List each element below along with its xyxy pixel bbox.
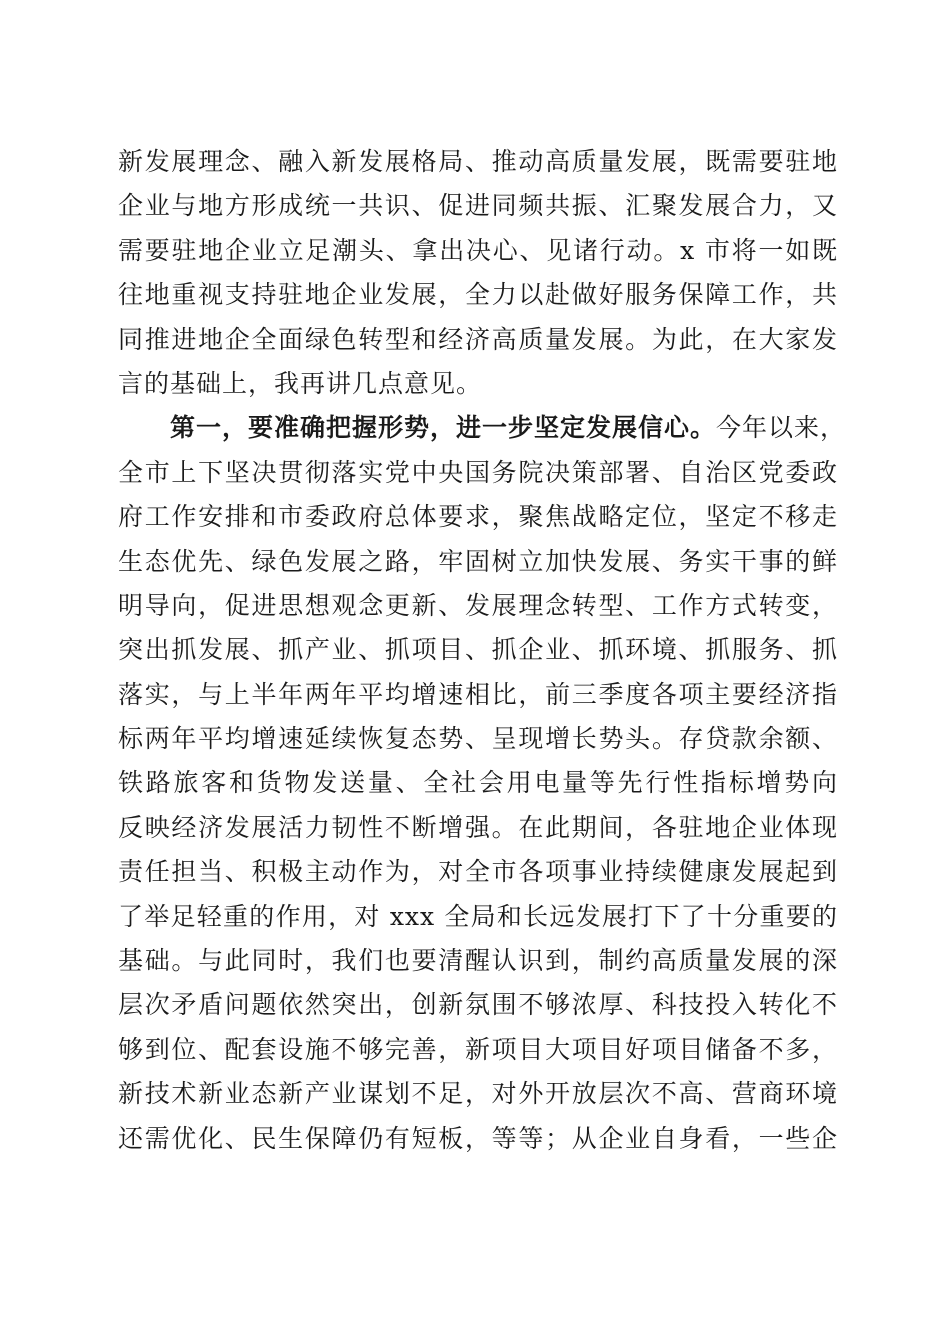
text-line: 言的基础上，我再讲几点意见。 xyxy=(118,368,483,398)
text-line: 了举足轻重的作用，对 xxx 全局和长远发展打下了十分重要的 xyxy=(118,901,838,931)
text-line: 标两年平均增速延续恢复态势、呈现增长势头。存贷款余额、 xyxy=(118,724,838,754)
text-line: 够到位、配套设施不够完善，新项目大项目好项目储备不多， xyxy=(118,1034,838,1064)
text-line: 铁路旅客和货物发送量、全社会用电量等先行性指标增势向 xyxy=(118,768,838,798)
text-line: 企业与地方形成统一共识、促进同频共振、汇聚发展合力，又 xyxy=(118,191,838,221)
section-heading: 第一，要准确把握形势，进一步坚定发展信心。 xyxy=(170,413,717,443)
paragraph-2 xyxy=(118,406,847,1161)
text-span: 今年以来， xyxy=(716,413,847,443)
text-line: 往地重视支持驻地企业发展，全力以赴做好服务保障工作，共 xyxy=(118,280,838,310)
text-line: 基础。与此同时，我们也要清醒认识到，制约高质量发展的深 xyxy=(118,946,838,976)
text-line: 层次矛盾问题依然突出，创新氛围不够浓厚、科技投入转化不 xyxy=(118,990,838,1020)
text-line: 落实，与上半年两年平均增速相比，前三季度各项主要经济指 xyxy=(118,679,838,709)
text-line: 同推进地企全面绿色转型和经济高质量发展。为此，在大家发 xyxy=(118,324,838,354)
text-line: 反映经济发展活力韧性不断增强。在此期间，各驻地企业体现 xyxy=(118,812,838,842)
text-line: 新技术新业态新产业谋划不足，对外开放层次不高、营商环境 xyxy=(118,1079,838,1109)
text-line: 全市上下坚决贯彻落实党中央国务院决策部署、自治区党委政 xyxy=(118,457,838,487)
text-line: 突出抓发展、抓产业、抓项目、抓企业、抓环境、抓服务、抓 xyxy=(118,635,838,665)
text-line: 明导向，促进思想观念更新、发展理念转型、工作方式转变， xyxy=(118,590,838,620)
text-line: 府工作安排和市委政府总体要求，聚焦战略定位，坚定不移走 xyxy=(118,502,838,532)
text-line: 生态优先、绿色发展之路，牢固树立加快发展、务实干事的鲜 xyxy=(118,546,838,576)
paragraph-first-line xyxy=(118,406,847,450)
text-line: 还需优化、民生保障仍有短板，等等；从企业自身看，一些企 xyxy=(118,1123,838,1153)
paragraph-1 xyxy=(118,140,838,406)
text-line: 需要驻地企业立足潮头、拿出决心、见诸行动。x 市将一如既 xyxy=(118,235,838,265)
text-line: 责任担当、积极主动作为，对全市各项事业持续健康发展起到 xyxy=(118,857,838,887)
text-line: 新发展理念、融入新发展格局、推动高质量发展，既需要驻地 xyxy=(118,147,838,176)
body-text xyxy=(118,140,847,1161)
